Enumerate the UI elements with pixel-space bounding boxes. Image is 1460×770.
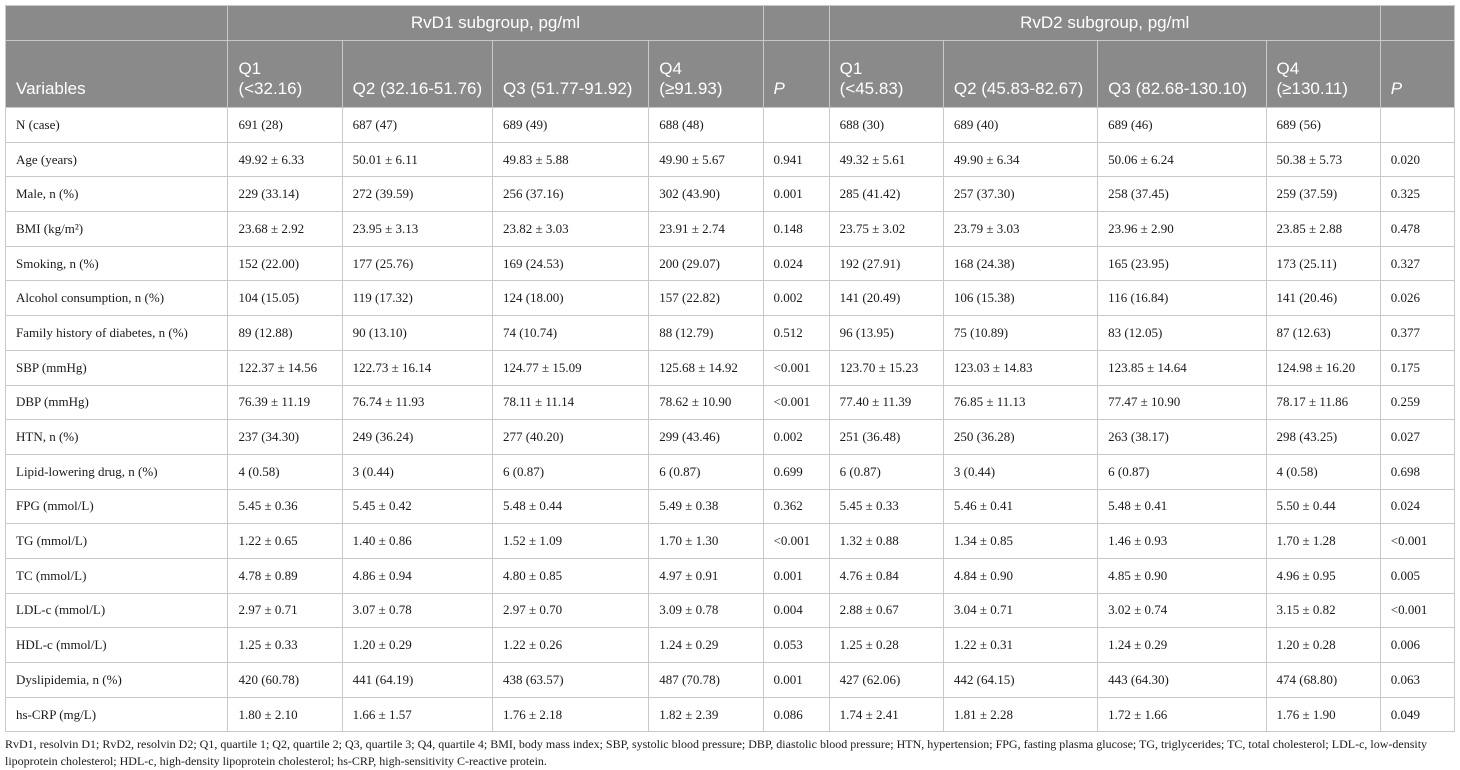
rvd2-q1-cell: 1.32 ± 0.88: [829, 524, 943, 559]
rvd2-q4-cell: 1.70 ± 1.28: [1266, 524, 1380, 559]
rvd2-q1-cell: 96 (13.95): [829, 316, 943, 351]
rvd2-p-cell: 0.024: [1380, 489, 1454, 524]
table-row: [6, 281, 1455, 316]
rvd1-q2-cell: 3.07 ± 0.78: [342, 593, 492, 628]
group-header-row: [6, 6, 1455, 41]
rvd2-q2-cell: 168 (24.38): [943, 246, 1097, 281]
rvd1-q3-cell: 124.77 ± 15.09: [492, 350, 648, 385]
rvd1-q1-cell: 152 (22.00): [228, 246, 342, 281]
rvd1-q2-cell: 76.74 ± 11.93: [342, 385, 492, 420]
rvd1-q2-cell: 687 (47): [342, 108, 492, 143]
rvd2-q4-cell: 87 (12.63): [1266, 316, 1380, 351]
rvd1-q2-cell: 122.73 ± 16.14: [342, 350, 492, 385]
rvd2-p-cell: 0.698: [1380, 454, 1454, 489]
rvd2-q1-cell: 285 (41.42): [829, 177, 943, 212]
rvd1-q4-cell: 23.91 ± 2.74: [649, 212, 763, 247]
rvd2-q2-cell: 76.85 ± 11.13: [943, 385, 1097, 420]
variable-label: BMI (kg/m²): [6, 212, 228, 247]
table-row: [6, 385, 1455, 420]
rvd1-p-cell: 0.512: [763, 316, 829, 351]
rvd2-q3-cell: 3.02 ± 0.74: [1098, 593, 1266, 628]
rvd1-q3-cell: 5.48 ± 0.44: [492, 489, 648, 524]
rvd1-q4-cell: 1.24 ± 0.29: [649, 628, 763, 663]
rvd1-q2-cell: 1.40 ± 0.86: [342, 524, 492, 559]
rvd1-p-cell: <0.001: [763, 524, 829, 559]
table-header: [6, 6, 1455, 108]
table-row: [6, 454, 1455, 489]
table-row: [6, 697, 1455, 732]
rvd2-p-cell: 0.020: [1380, 142, 1454, 177]
table-row: [6, 350, 1455, 385]
rvd2-q2-cell: 75 (10.89): [943, 316, 1097, 351]
rvd1-q4-cell: 4.97 ± 0.91: [649, 558, 763, 593]
rvd2-q2-cell: 5.46 ± 0.41: [943, 489, 1097, 524]
rvd1-q2-cell: 441 (64.19): [342, 663, 492, 698]
rvd1-q1-cell: 2.97 ± 0.71: [228, 593, 342, 628]
rvd1-p-cell: 0.001: [763, 663, 829, 698]
rvd2-q2-cell: 442 (64.15): [943, 663, 1097, 698]
rvd1-p-cell: 0.148: [763, 212, 829, 247]
rvd2-q2-cell: 49.90 ± 6.34: [943, 142, 1097, 177]
rvd2-q3-cell: 258 (37.45): [1098, 177, 1266, 212]
table-row: [6, 420, 1455, 455]
rvd2-q2-cell: 106 (15.38): [943, 281, 1097, 316]
rvd2-p-header: P: [1380, 41, 1454, 108]
rvd1-q1-cell: 4 (0.58): [228, 454, 342, 489]
rvd1-q3-cell: 1.22 ± 0.26: [492, 628, 648, 663]
rvd2-q3-cell: 83 (12.05): [1098, 316, 1266, 351]
rvd2-p-cell: 0.259: [1380, 385, 1454, 420]
rvd2-q1-header: Q1 (<45.83): [829, 41, 943, 108]
rvd1-p-cell: [763, 108, 829, 143]
rvd2-q2-cell: 3.04 ± 0.71: [943, 593, 1097, 628]
table-row: [6, 524, 1455, 559]
rvd2-q3-cell: 1.72 ± 1.66: [1098, 697, 1266, 732]
rvd1-q3-cell: 277 (40.20): [492, 420, 648, 455]
rvd2-p-cell: 0.175: [1380, 350, 1454, 385]
rvd2-q3-cell: 443 (64.30): [1098, 663, 1266, 698]
rvd2-q1-cell: 192 (27.91): [829, 246, 943, 281]
rvd2-q1-cell: 49.32 ± 5.61: [829, 142, 943, 177]
rvd1-q4-cell: 487 (70.78): [649, 663, 763, 698]
header-blank: [1380, 6, 1454, 41]
rvd1-q2-cell: 1.66 ± 1.57: [342, 697, 492, 732]
variable-label: TC (mmol/L): [6, 558, 228, 593]
rvd1-q3-cell: 169 (24.53): [492, 246, 648, 281]
rvd2-q3-cell: 5.48 ± 0.41: [1098, 489, 1266, 524]
rvd2-q1-cell: 427 (62.06): [829, 663, 943, 698]
table-row: [6, 593, 1455, 628]
rvd2-q4-cell: 3.15 ± 0.82: [1266, 593, 1380, 628]
table-wrapper: [5, 5, 1455, 770]
rvd1-q3-cell: 256 (37.16): [492, 177, 648, 212]
rvd1-q4-cell: 200 (29.07): [649, 246, 763, 281]
rvd2-q4-cell: 259 (37.59): [1266, 177, 1380, 212]
rvd1-q4-cell: 49.90 ± 5.67: [649, 142, 763, 177]
rvd2-q3-cell: 50.06 ± 6.24: [1098, 142, 1266, 177]
rvd1-q1-cell: 76.39 ± 11.19: [228, 385, 342, 420]
rvd1-p-cell: 0.086: [763, 697, 829, 732]
rvd1-q4-cell: 1.82 ± 2.39: [649, 697, 763, 732]
rvd2-q1-cell: 688 (30): [829, 108, 943, 143]
variable-label: HTN, n (%): [6, 420, 228, 455]
rvd2-q2-cell: 1.81 ± 2.28: [943, 697, 1097, 732]
rvd1-q2-cell: 3 (0.44): [342, 454, 492, 489]
rvd2-p-cell: 0.026: [1380, 281, 1454, 316]
rvd1-q2-header: Q2 (32.16-51.76): [342, 41, 492, 108]
rvd2-q4-cell: 689 (56): [1266, 108, 1380, 143]
rvd2-q4-header: Q4 (≥130.11): [1266, 41, 1380, 108]
variable-label: hs-CRP (mg/L): [6, 697, 228, 732]
rvd2-p-cell: 0.027: [1380, 420, 1454, 455]
header-blank: [763, 6, 829, 41]
rvd2-q4-cell: 23.85 ± 2.88: [1266, 212, 1380, 247]
rvd2-q4-cell: 141 (20.46): [1266, 281, 1380, 316]
rvd1-p-cell: <0.001: [763, 385, 829, 420]
rvd1-q4-cell: 299 (43.46): [649, 420, 763, 455]
rvd1-q3-cell: 689 (49): [492, 108, 648, 143]
rvd2-q3-cell: 23.96 ± 2.90: [1098, 212, 1266, 247]
baseline-characteristics-table: [5, 5, 1455, 732]
rvd1-q2-cell: 5.45 ± 0.42: [342, 489, 492, 524]
rvd2-q3-cell: 1.24 ± 0.29: [1098, 628, 1266, 663]
rvd2-p-cell: 0.006: [1380, 628, 1454, 663]
rvd2-q4-cell: 474 (68.80): [1266, 663, 1380, 698]
rvd2-q1-cell: 251 (36.48): [829, 420, 943, 455]
rvd2-q1-cell: 23.75 ± 3.02: [829, 212, 943, 247]
rvd1-q4-cell: 88 (12.79): [649, 316, 763, 351]
rvd1-q3-cell: 1.76 ± 2.18: [492, 697, 648, 732]
rvd1-q3-cell: 49.83 ± 5.88: [492, 142, 648, 177]
rvd2-p-cell: 0.005: [1380, 558, 1454, 593]
rvd2-q1-cell: 5.45 ± 0.33: [829, 489, 943, 524]
table-row: [6, 558, 1455, 593]
header-blank: [6, 6, 228, 41]
rvd1-p-cell: <0.001: [763, 350, 829, 385]
rvd1-q4-cell: 5.49 ± 0.38: [649, 489, 763, 524]
rvd2-q3-cell: 4.85 ± 0.90: [1098, 558, 1266, 593]
rvd1-p-cell: 0.699: [763, 454, 829, 489]
variable-label: LDL-c (mmol/L): [6, 593, 228, 628]
rvd1-q1-cell: 23.68 ± 2.92: [228, 212, 342, 247]
table-row: [6, 489, 1455, 524]
rvd1-q3-header: Q3 (51.77-91.92): [492, 41, 648, 108]
rvd1-q1-cell: 1.22 ± 0.65: [228, 524, 342, 559]
rvd1-q3-cell: 124 (18.00): [492, 281, 648, 316]
rvd1-q1-cell: 5.45 ± 0.36: [228, 489, 342, 524]
variable-label: Smoking, n (%): [6, 246, 228, 281]
rvd2-q2-cell: 123.03 ± 14.83: [943, 350, 1097, 385]
rvd1-p-cell: 0.002: [763, 281, 829, 316]
rvd1-p-cell: 0.001: [763, 558, 829, 593]
rvd2-q4-cell: 50.38 ± 5.73: [1266, 142, 1380, 177]
variable-label: TG (mmol/L): [6, 524, 228, 559]
variable-label: Age (years): [6, 142, 228, 177]
table-row: [6, 246, 1455, 281]
rvd1-q4-cell: 302 (43.90): [649, 177, 763, 212]
rvd1-q3-cell: 23.82 ± 3.03: [492, 212, 648, 247]
rvd1-q1-cell: 1.25 ± 0.33: [228, 628, 342, 663]
column-header-row: [6, 41, 1455, 108]
rvd2-p-cell: 0.049: [1380, 697, 1454, 732]
rvd1-q3-cell: 78.11 ± 11.14: [492, 385, 648, 420]
table-row: [6, 108, 1455, 143]
table-row: [6, 177, 1455, 212]
rvd2-q4-cell: 78.17 ± 11.86: [1266, 385, 1380, 420]
rvd1-q1-cell: 104 (15.05): [228, 281, 342, 316]
variable-label: Dyslipidemia, n (%): [6, 663, 228, 698]
rvd1-q1-cell: 691 (28): [228, 108, 342, 143]
rvd1-q3-cell: 1.52 ± 1.09: [492, 524, 648, 559]
rvd1-p-cell: 0.001: [763, 177, 829, 212]
rvd1-p-cell: 0.941: [763, 142, 829, 177]
variable-label: Male, n (%): [6, 177, 228, 212]
rvd2-p-cell: 0.325: [1380, 177, 1454, 212]
rvd1-q1-cell: 1.80 ± 2.10: [228, 697, 342, 732]
rvd1-p-cell: 0.004: [763, 593, 829, 628]
rvd1-q3-cell: 4.80 ± 0.85: [492, 558, 648, 593]
rvd1-q1-cell: 237 (34.30): [228, 420, 342, 455]
rvd2-p-cell: 0.377: [1380, 316, 1454, 351]
rvd2-q2-cell: 250 (36.28): [943, 420, 1097, 455]
rvd2-q2-cell: 23.79 ± 3.03: [943, 212, 1097, 247]
rvd1-q2-cell: 272 (39.59): [342, 177, 492, 212]
rvd2-q4-cell: 298 (43.25): [1266, 420, 1380, 455]
table-row: [6, 316, 1455, 351]
rvd2-q3-cell: 77.47 ± 10.90: [1098, 385, 1266, 420]
variable-label: HDL-c (mmol/L): [6, 628, 228, 663]
rvd1-q2-cell: 1.20 ± 0.29: [342, 628, 492, 663]
rvd1-q1-cell: 122.37 ± 14.56: [228, 350, 342, 385]
rvd2-p-cell: 0.063: [1380, 663, 1454, 698]
rvd2-q2-cell: 257 (37.30): [943, 177, 1097, 212]
rvd1-q3-cell: 438 (63.57): [492, 663, 648, 698]
rvd2-q2-header: Q2 (45.83-82.67): [943, 41, 1097, 108]
rvd2-group-header: RvD2 subgroup, pg/ml: [829, 6, 1380, 41]
rvd1-q4-cell: 157 (22.82): [649, 281, 763, 316]
table-row: [6, 628, 1455, 663]
rvd2-q3-cell: 165 (23.95): [1098, 246, 1266, 281]
rvd1-q4-cell: 6 (0.87): [649, 454, 763, 489]
table-row: [6, 663, 1455, 698]
rvd1-q1-cell: 89 (12.88): [228, 316, 342, 351]
rvd1-q4-cell: 1.70 ± 1.30: [649, 524, 763, 559]
rvd2-q2-cell: 1.34 ± 0.85: [943, 524, 1097, 559]
rvd2-q1-cell: 1.25 ± 0.28: [829, 628, 943, 663]
rvd1-q1-cell: 4.78 ± 0.89: [228, 558, 342, 593]
rvd2-q1-cell: 1.74 ± 2.41: [829, 697, 943, 732]
variable-label: SBP (mmHg): [6, 350, 228, 385]
rvd2-q1-cell: 2.88 ± 0.67: [829, 593, 943, 628]
rvd1-q3-cell: 74 (10.74): [492, 316, 648, 351]
rvd2-q3-cell: 263 (38.17): [1098, 420, 1266, 455]
rvd1-q3-cell: 6 (0.87): [492, 454, 648, 489]
rvd1-q1-cell: 229 (33.14): [228, 177, 342, 212]
rvd1-q3-cell: 2.97 ± 0.70: [492, 593, 648, 628]
rvd2-q4-cell: 124.98 ± 16.20: [1266, 350, 1380, 385]
rvd2-q4-cell: 1.76 ± 1.90: [1266, 697, 1380, 732]
variable-label: Lipid-lowering drug, n (%): [6, 454, 228, 489]
rvd1-q2-cell: 50.01 ± 6.11: [342, 142, 492, 177]
rvd2-q3-header: Q3 (82.68-130.10): [1098, 41, 1266, 108]
rvd2-q1-cell: 123.70 ± 15.23: [829, 350, 943, 385]
table-row: [6, 212, 1455, 247]
rvd2-p-cell: 0.327: [1380, 246, 1454, 281]
rvd1-p-cell: 0.024: [763, 246, 829, 281]
rvd1-q2-cell: 23.95 ± 3.13: [342, 212, 492, 247]
rvd2-p-cell: <0.001: [1380, 524, 1454, 559]
rvd2-q4-cell: 173 (25.11): [1266, 246, 1380, 281]
variable-label: N (case): [6, 108, 228, 143]
rvd2-q2-cell: 4.84 ± 0.90: [943, 558, 1097, 593]
rvd2-q1-cell: 6 (0.87): [829, 454, 943, 489]
rvd1-q2-cell: 249 (36.24): [342, 420, 492, 455]
rvd1-q2-cell: 177 (25.76): [342, 246, 492, 281]
rvd2-q4-cell: 5.50 ± 0.44: [1266, 489, 1380, 524]
variables-header: Variables: [6, 41, 228, 108]
rvd2-q4-cell: 4 (0.58): [1266, 454, 1380, 489]
variable-label: DBP (mmHg): [6, 385, 228, 420]
rvd2-p-cell: <0.001: [1380, 593, 1454, 628]
rvd2-q1-cell: 141 (20.49): [829, 281, 943, 316]
rvd1-q4-cell: 78.62 ± 10.90: [649, 385, 763, 420]
rvd2-q1-cell: 4.76 ± 0.84: [829, 558, 943, 593]
rvd1-q1-cell: 420 (60.78): [228, 663, 342, 698]
table-row: [6, 142, 1455, 177]
rvd2-q1-cell: 77.40 ± 11.39: [829, 385, 943, 420]
rvd1-q4-cell: 3.09 ± 0.78: [649, 593, 763, 628]
rvd1-q2-cell: 90 (13.10): [342, 316, 492, 351]
rvd1-q2-cell: 119 (17.32): [342, 281, 492, 316]
rvd1-p-header: P: [763, 41, 829, 108]
variable-label: Alcohol consumption, n (%): [6, 281, 228, 316]
rvd1-q1-header: Q1 (<32.16): [228, 41, 342, 108]
rvd1-q4-header: Q4 (≥91.93): [649, 41, 763, 108]
rvd2-p-cell: 0.478: [1380, 212, 1454, 247]
rvd2-q4-cell: 1.20 ± 0.28: [1266, 628, 1380, 663]
rvd2-q3-cell: 689 (46): [1098, 108, 1266, 143]
variable-label: Family history of diabetes, n (%): [6, 316, 228, 351]
rvd1-p-cell: 0.362: [763, 489, 829, 524]
rvd2-q3-cell: 6 (0.87): [1098, 454, 1266, 489]
rvd1-p-cell: 0.002: [763, 420, 829, 455]
rvd1-q2-cell: 4.86 ± 0.94: [342, 558, 492, 593]
rvd1-q1-cell: 49.92 ± 6.33: [228, 142, 342, 177]
variable-label: FPG (mmol/L): [6, 489, 228, 524]
rvd2-q3-cell: 1.46 ± 0.93: [1098, 524, 1266, 559]
table-body: [6, 108, 1455, 732]
rvd2-q4-cell: 4.96 ± 0.95: [1266, 558, 1380, 593]
rvd2-q2-cell: 689 (40): [943, 108, 1097, 143]
rvd2-p-cell: [1380, 108, 1454, 143]
rvd1-group-header: RvD1 subgroup, pg/ml: [228, 6, 763, 41]
rvd2-q3-cell: 123.85 ± 14.64: [1098, 350, 1266, 385]
table-footnote: RvD1, resolvin D1; RvD2, resolvin D2; Q1, quartile 1; Q2, quartile 2; Q3, quartile 3; Q4, quartile 4; BMI, body mass index; SBP, systolic blood pressure; DBP, diastolic blood pressure; HTN, hypertension; FPG, fasting plasma glucose; TG, triglycerides; TC, total cholesterol; LDL-c, low-density lipoprotein cholesterol; HDL-c, high-density lipoprotein cholesterol; hs-CRP, high-sensitivity C-reactive protein.: [5, 737, 1428, 769]
rvd2-q2-cell: 1.22 ± 0.31: [943, 628, 1097, 663]
rvd1-p-cell: 0.053: [763, 628, 829, 663]
rvd1-q4-cell: 688 (48): [649, 108, 763, 143]
rvd1-q4-cell: 125.68 ± 14.92: [649, 350, 763, 385]
rvd2-q2-cell: 3 (0.44): [943, 454, 1097, 489]
rvd2-q3-cell: 116 (16.84): [1098, 281, 1266, 316]
